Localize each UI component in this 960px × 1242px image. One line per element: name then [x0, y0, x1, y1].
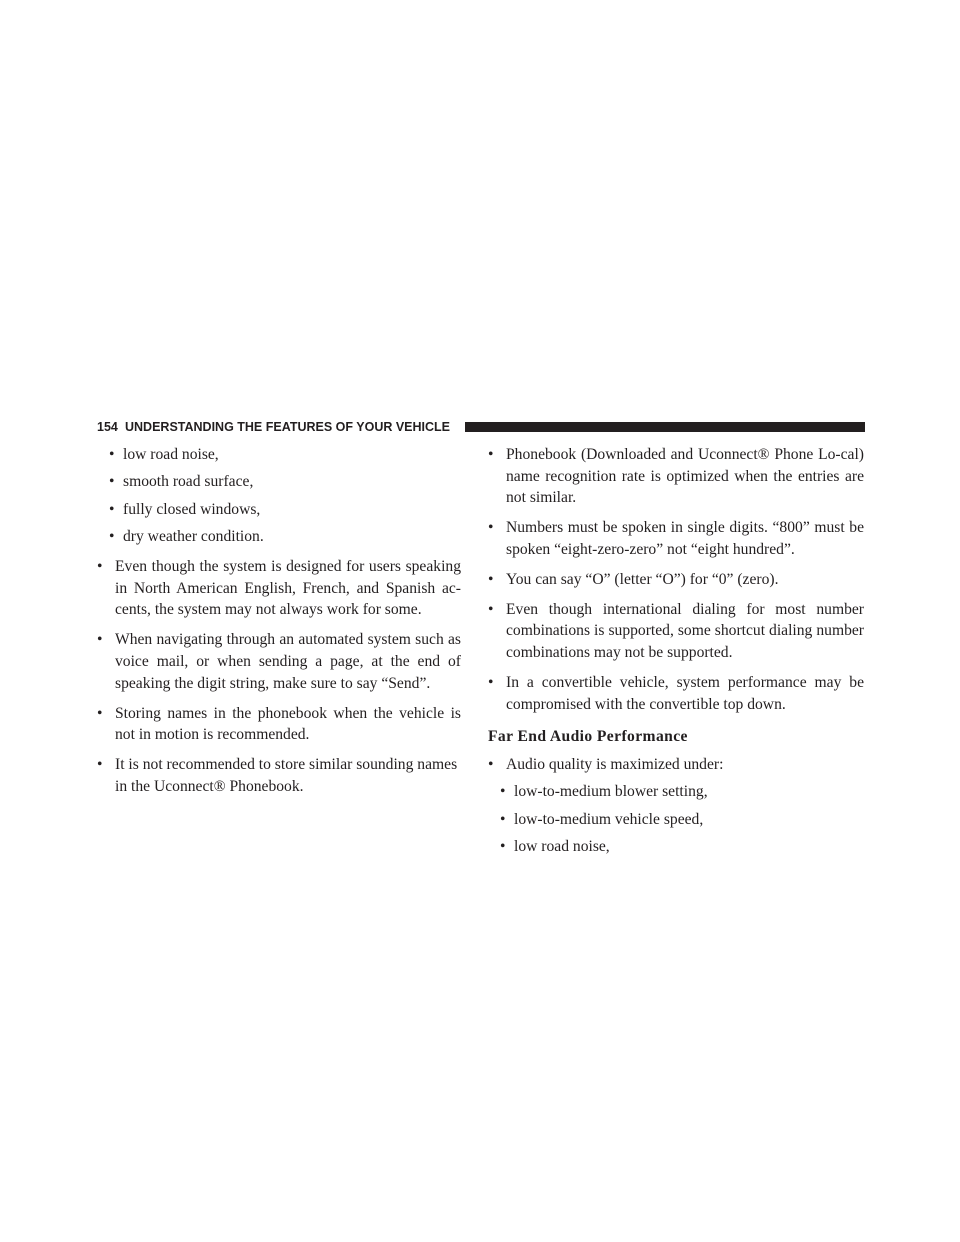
list-item-text: low road noise, — [123, 446, 219, 463]
list-item — [488, 444, 864, 509]
bullet-icon: • — [500, 783, 506, 801]
list-item — [109, 526, 461, 548]
bullet-icon: • — [109, 473, 115, 491]
bullet-icon: • — [109, 446, 115, 463]
list-item — [109, 471, 461, 493]
bullet-icon: • — [109, 528, 115, 546]
list-item-text: fully closed windows, — [123, 500, 261, 518]
bullet-icon: • — [488, 673, 494, 691]
list-item — [488, 599, 864, 664]
list-item-text: In a convertible vehicle, system performance may be compromised with the convertible top down. — [506, 673, 864, 713]
bullet-icon: • — [488, 519, 494, 537]
bullet-icon: • — [97, 704, 103, 722]
right-column — [488, 444, 864, 858]
list-item — [109, 499, 461, 521]
list-item-text: low-to-medium vehicle speed, — [514, 810, 704, 828]
bullet-icon: • — [488, 446, 494, 463]
bullet-icon: • — [109, 500, 115, 518]
list-item — [500, 781, 864, 803]
section-title: UNDERSTANDING THE FEATURES OF YOUR VEHICLE — [125, 420, 451, 434]
list-item — [97, 703, 461, 746]
list-item — [109, 444, 461, 466]
list-item — [488, 517, 864, 560]
list-item — [97, 556, 461, 621]
bullet-icon: • — [488, 755, 494, 773]
list-item — [488, 569, 864, 591]
page-number: 154 — [97, 420, 118, 434]
list-item-text: Numbers must be spoken in single digits. “800” must be spoken “eight-zero-zero” not “eight hundred”. — [506, 519, 864, 558]
list-item-text: Storing names in the phonebook when the vehicle is not in motion is recommended. — [115, 704, 461, 744]
list-item-text: Phonebook (Downloaded and Uconnect® Phone Lo-cal) name recognition rate is optimized when the entries are not similar. — [506, 446, 864, 507]
list-item-text: Even though the system is designed for users speaking in North American English, French, and Spanish ac-cents, the system may not always work for some. — [115, 558, 461, 619]
list-item-text: low road noise, — [514, 838, 610, 856]
list-item — [488, 754, 864, 776]
bullet-icon: • — [97, 631, 103, 649]
bullet-icon: • — [97, 558, 103, 576]
list-item — [500, 809, 864, 831]
list-item-text: dry weather condition. — [123, 528, 264, 546]
list-item — [97, 754, 461, 797]
bullet-icon: • — [488, 570, 494, 588]
bullet-icon: • — [500, 838, 506, 856]
list-item-text: low-to-medium blower setting, — [514, 783, 708, 801]
section-heading: Far End Audio Performance — [488, 728, 688, 746]
bullet-icon: • — [97, 756, 103, 774]
list-item-text: When navigating through an automated system such as voice mail, or when sending a page, at the end of speaking the digit string, make sure to say “Send”. — [115, 631, 461, 692]
list-item-text: Even though international dialing for most number combinations is supported, some shortcut dialing number combinations may not be supported. — [506, 600, 864, 661]
list-item — [97, 629, 461, 694]
bullet-icon: • — [500, 810, 506, 828]
list-item-text: It is not recommended to store similar sounding names in the Uconnect® Phonebook. — [115, 756, 458, 795]
list-item — [500, 836, 864, 858]
list-item-text: smooth road surface, — [123, 473, 254, 491]
header-rule — [465, 422, 865, 432]
bullet-icon: • — [488, 600, 494, 618]
left-column — [97, 444, 461, 797]
list-item-text: Audio quality is maximized under: — [506, 755, 724, 773]
page-header — [97, 419, 865, 435]
list-item-text: You can say “O” (letter “O”) for “0” (zero). — [506, 570, 779, 588]
list-item — [488, 672, 864, 715]
